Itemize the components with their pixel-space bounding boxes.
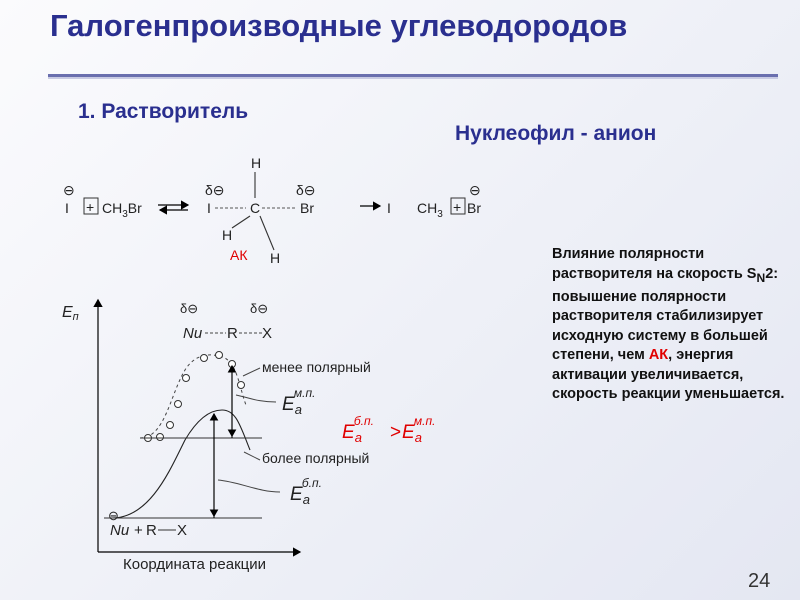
- reactant-r: R: [146, 522, 157, 539]
- subtitle-nucleophile: Нуклеофил - анион: [455, 122, 657, 145]
- ts-r-label: R: [227, 325, 238, 342]
- ts-c-h-right-bond: [260, 216, 274, 250]
- more-polar-pointer: [244, 452, 260, 460]
- curve-point: [216, 352, 223, 359]
- reaction-scheme: [63, 155, 481, 266]
- bromide-label: Br: [467, 200, 481, 216]
- ts-h-top: H: [251, 155, 262, 171]
- ts-delta-left: δ⊖: [180, 301, 199, 316]
- curve-point: [183, 375, 190, 382]
- more-polar-label: более полярный: [262, 450, 370, 466]
- ea-mp-pointer: [236, 395, 276, 402]
- ts-nu-label: Nu: [183, 325, 203, 342]
- iodide-charge: ⊖: [63, 182, 75, 198]
- reactant-plus: +: [134, 522, 143, 539]
- curve-point: [157, 434, 164, 441]
- bromine-partial-charge: δ⊖: [296, 182, 316, 198]
- methyl-bromide-label: $CH_3Br$: [102, 200, 142, 220]
- methyl-label: $CH_3$: [417, 200, 443, 220]
- ts-c-h-left-bond: [232, 216, 250, 228]
- ts-x-label: X: [262, 325, 273, 342]
- curve-point: [238, 382, 245, 389]
- y-axis-label: Eп: [62, 304, 79, 323]
- less-polar-label: менее полярный: [262, 359, 371, 375]
- product-plus-sign: +: [453, 199, 462, 215]
- page-number: 24: [748, 570, 771, 592]
- ts-bromine: Br: [300, 200, 314, 216]
- ts-carbon: C: [250, 200, 261, 216]
- reactant-nu: Nu: [110, 522, 130, 539]
- activated-complex-label: АК: [230, 247, 248, 263]
- ea-bp-pointer: [218, 480, 280, 492]
- reactant-charge: ⊖: [108, 508, 119, 523]
- page-title: Галогенпроизводные углеводородов: [50, 8, 628, 43]
- more-polar-curve: [112, 410, 250, 518]
- ea-bp-label: $E_aб.п$.: [290, 476, 322, 507]
- less-polar-pointer: [243, 368, 260, 376]
- less-polar-points: [145, 352, 245, 442]
- plus-sign: +: [86, 199, 95, 215]
- curve-point: [167, 422, 174, 429]
- curve-point: [175, 401, 182, 408]
- subtitle-solvent: 1. Растворитель: [78, 100, 249, 123]
- description-text: Влияние полярности растворителя на скорость $S_N2$: повышение полярности растворителя стабилизирует исходную систему в большей степени, чем АК, энергия активации увеличивается, скорость реакции уменьшается.: [552, 246, 785, 403]
- reactant-x: X: [177, 522, 188, 539]
- ea-comparison: [342, 414, 435, 445]
- iodide-partial-charge: δ⊖: [205, 182, 225, 198]
- ts-iodine: I: [207, 200, 211, 216]
- iodide-label: I: [65, 200, 69, 216]
- product-iodine: I: [387, 200, 391, 216]
- ea-compare-mp: $E_aм.п$.: [402, 414, 436, 445]
- ts-delta-right: δ⊖: [250, 301, 269, 316]
- x-axis-label: Координата реакции: [123, 556, 266, 573]
- ea-compare-sign: >: [390, 422, 402, 443]
- ea-compare-bp: $E_aб.п$.: [342, 414, 374, 445]
- bromide-charge: ⊖: [469, 182, 481, 198]
- ea-mp-label: $E_aм.п$.: [282, 386, 316, 417]
- curve-point: [201, 355, 208, 362]
- energy-diagram: [62, 300, 435, 573]
- ts-h-right: H: [270, 250, 281, 266]
- ts-h-left: H: [222, 227, 233, 243]
